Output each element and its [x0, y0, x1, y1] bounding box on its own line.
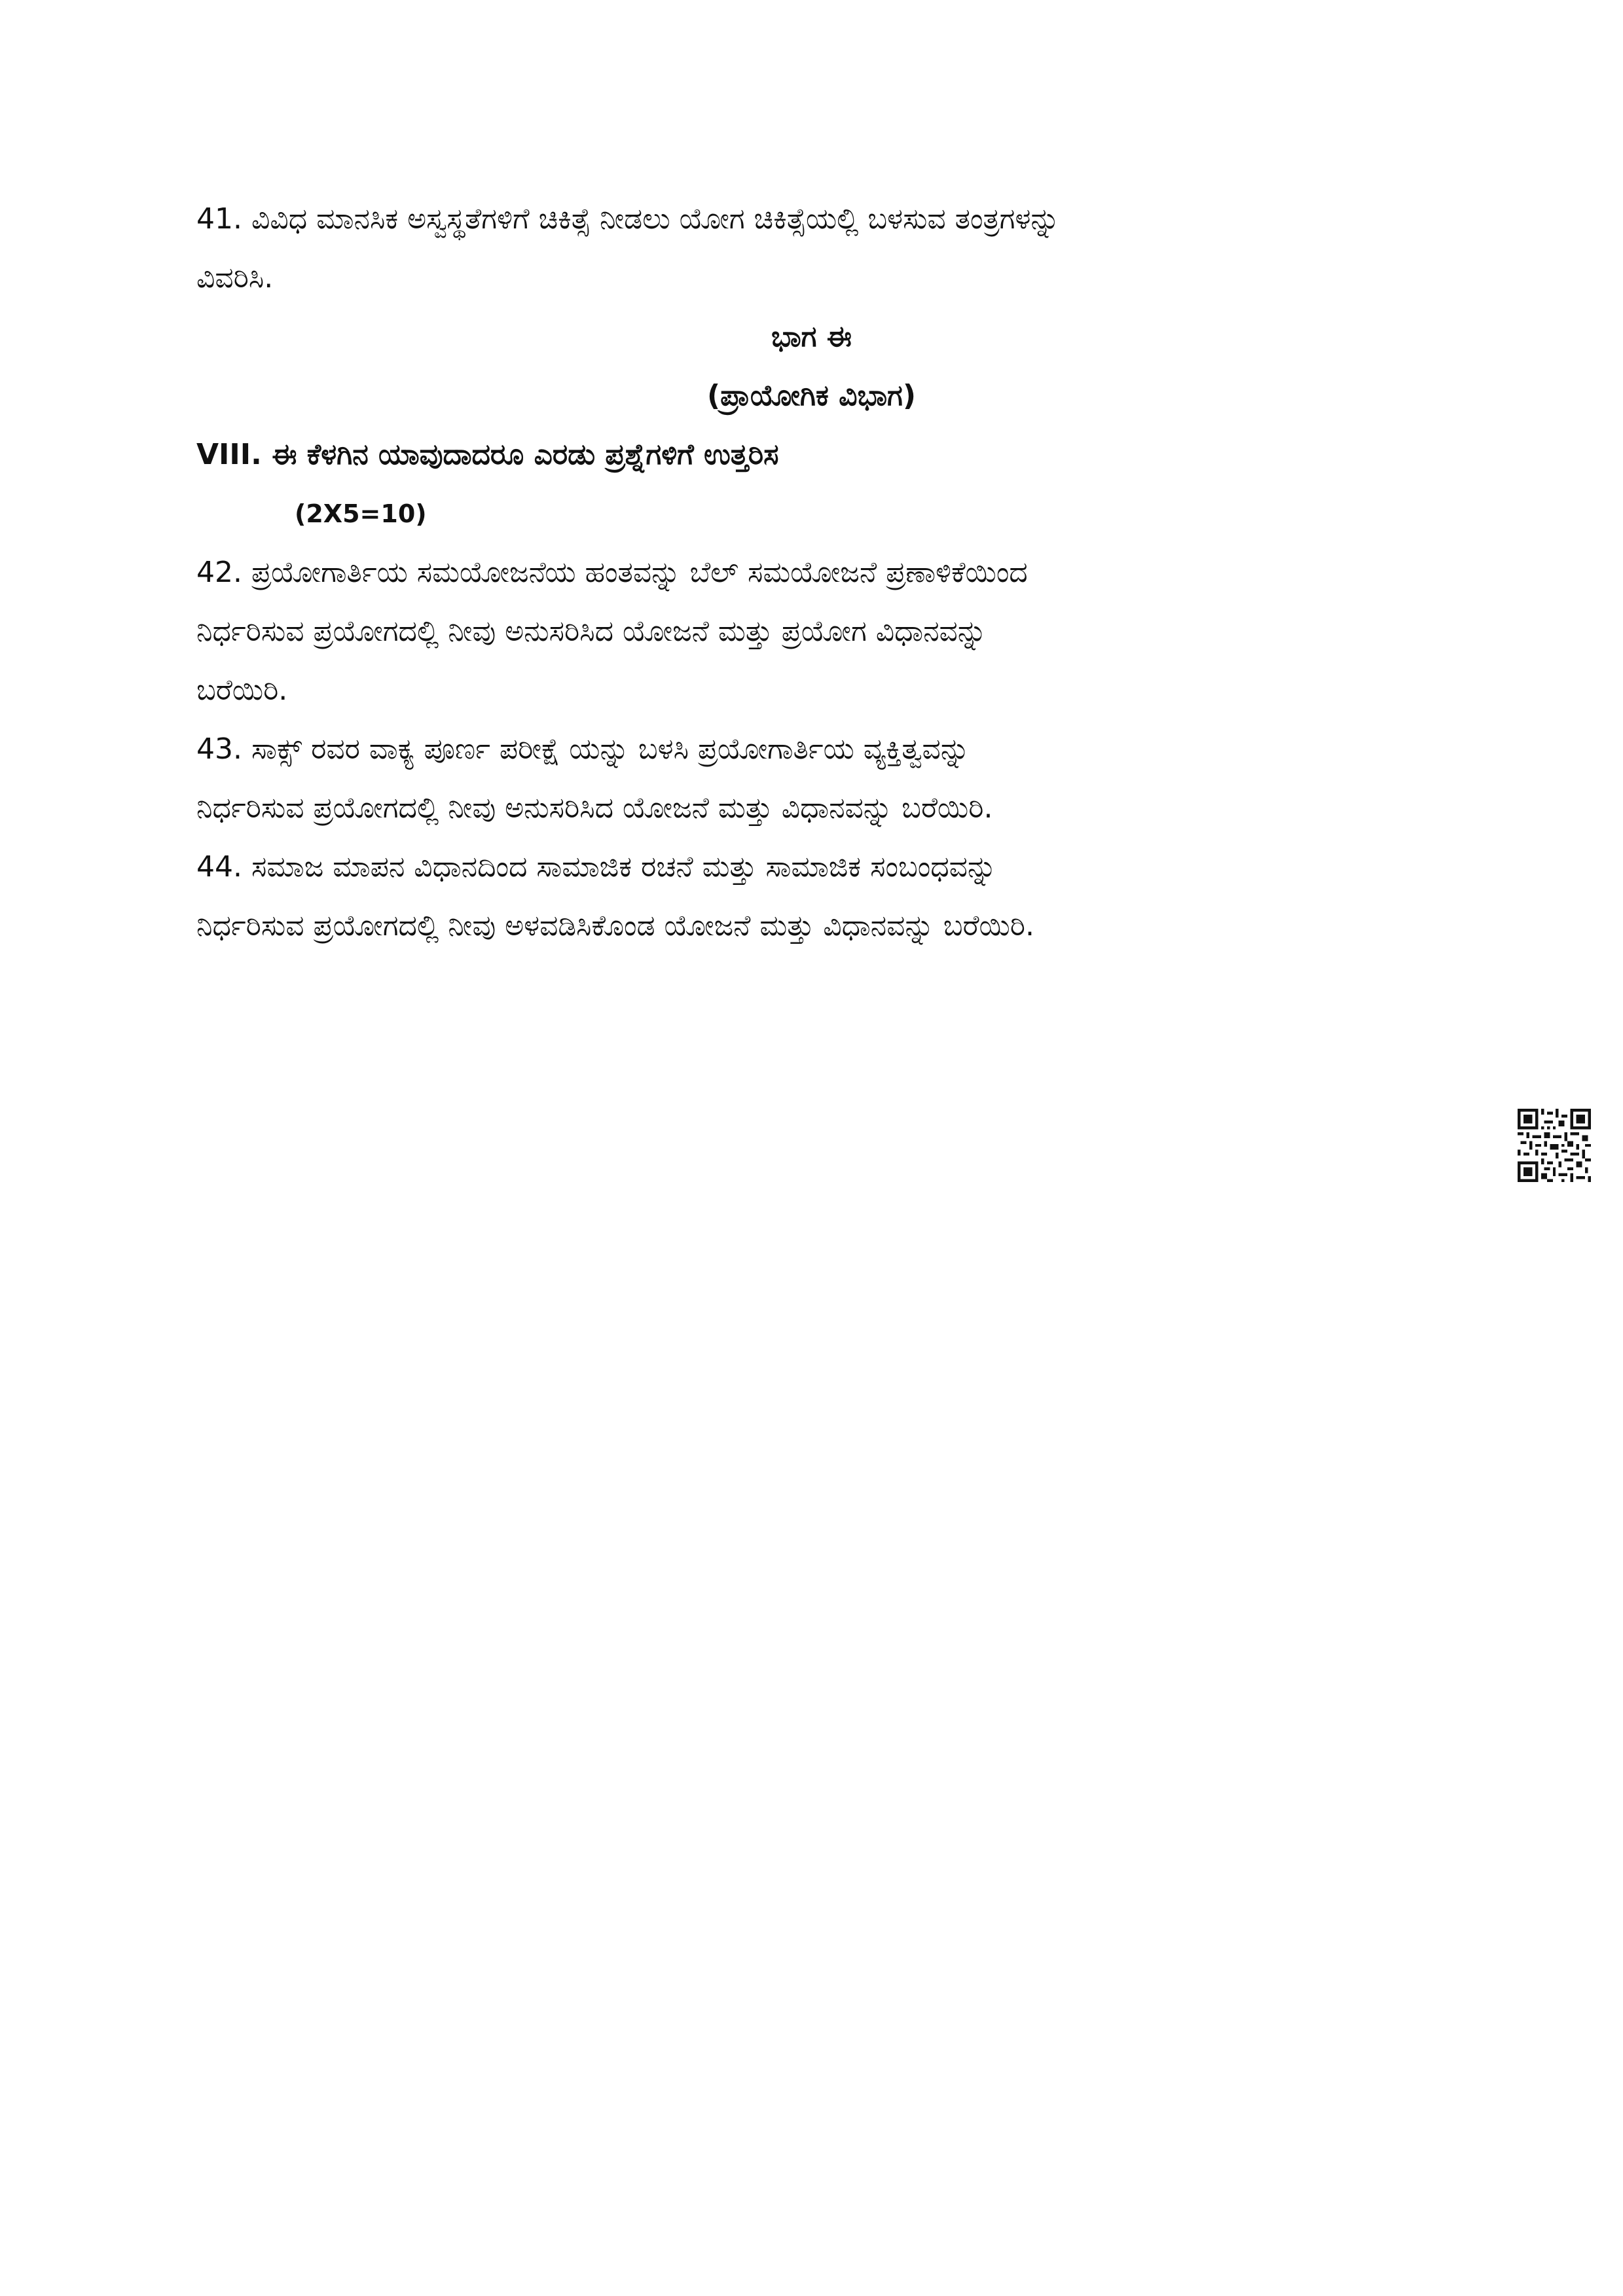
question-41-line-1: 41. ವಿವಿಧ ಮಾನಸಿಕ ಅಸ್ವಸ್ಥತೆಗಳಿಗೆ ಚಿಕಿತ್ಸೆ ನೀಡಲು ಯೋಗ ಚಿಕಿತ್ಸೆಯಲ್ಲಿ ಬಳಸುವ ತಂತ್ರಗಳನ್ನು — [196, 202, 1060, 236]
qr-code-icon — [1518, 1109, 1591, 1182]
section-title: ಭಾಗ ಈ — [771, 320, 852, 353]
question-44-line-1: 44. ಸಮಾಜ ಮಾಪನ ವಿಧಾನದಿಂದ ಸಾಮಾಜಿಕ ರಚನೆ ಮತ್ತು ಸಾಮಾಜಿಕ ಸಂಬಂಧವನ್ನು — [196, 850, 997, 884]
question-41-line-2: ವಿವರಿಸಿ. — [196, 261, 274, 295]
section-subtitle: (ಪ್ರಾಯೋಗಿಕ ವಿಭಾಗ) — [707, 379, 916, 412]
question-43-line-1: 43. ಸಾಕ್ಸ್ ರವರ ವಾಕ್ಯ ಪೂರ್ಣ ಪರೀಕ್ಷೆ ಯನ್ನು ಬಳಸಿ ಪ್ರಯೋಗಾರ್ತಿಯ ವ್ಯಕ್ತಿತ್ವವನ್ನು — [196, 732, 970, 766]
question-42-line-3: ಬರೆಯಿರಿ. — [196, 673, 288, 707]
question-44-line-2: ನಿರ್ಧರಿಸುವ ಪ್ರಯೋಗದಲ್ಲಿ ನೀವು ಅಳವಡಿಸಿಕೊಂಡ ಯೋಜನೆ ಮತ್ತು ವಿಧಾನವನ್ನು ಬರೆಯಿರಿ. — [196, 909, 1035, 942]
question-42-line-1: 42. ಪ್ರಯೋಗಾರ್ತಿಯ ಸಮಯೋಜನೆಯ ಹಂತವನ್ನು ಬೆಲ್ ಸಮಯೋಜನೆ ಪ್ರಣಾಳಿಕೆಯಿಂದ — [196, 556, 1028, 589]
question-42-line-2: ನಿರ್ಧರಿಸುವ ಪ್ರಯೋಗದಲ್ಲಿ ನೀವು ಅನುಸರಿಸಿದ ಯೋಜನೆ ಮತ್ತು ಪ್ರಯೋಗ ವಿಧಾನವನ್ನು — [196, 615, 987, 648]
question-43-line-2: ನಿರ್ಧರಿಸುವ ಪ್ರಯೋಗದಲ್ಲಿ ನೀವು ಅನುಸರಿಸಿದ ಯೋಜನೆ ಮತ್ತು ವಿಧಾನವನ್ನು ಬರೆಯಿರಿ. — [196, 791, 993, 825]
section-instruction: VIII. ಈ ಕೆಳಗಿನ ಯಾವುದಾದರೂ ಎರಡು ಪ್ರಶ್ನೆಗಳಿಗೆ ಉತ್ತರಿಸ — [196, 438, 779, 471]
section-marks: (2X5=10) — [295, 499, 427, 528]
